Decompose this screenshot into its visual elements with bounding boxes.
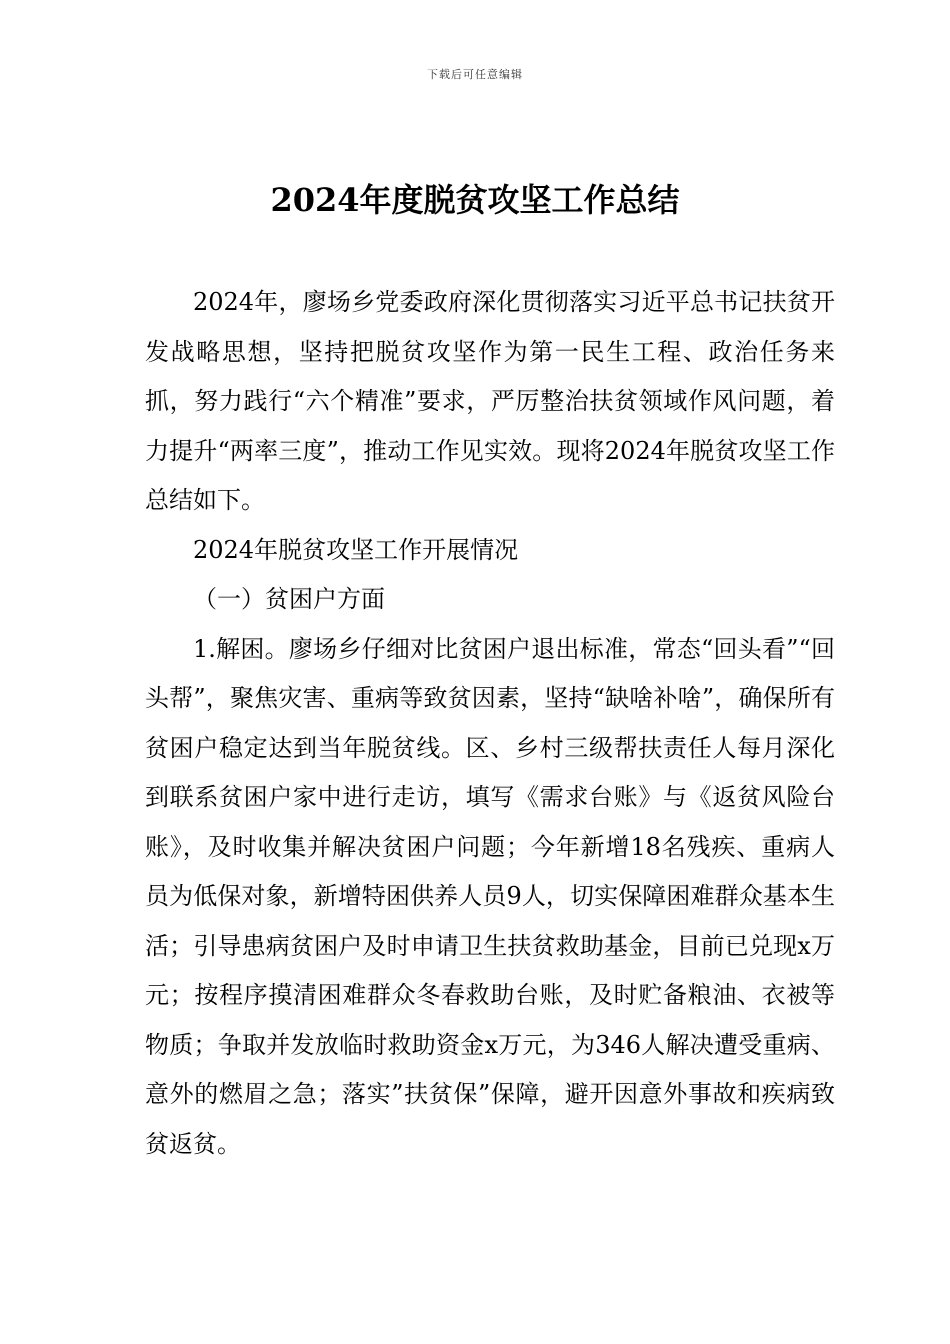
paragraph-intro: 2024年，廖场乡党委政府深化贯彻落实习近平总书记扶贫开发战略思想，坚持把脱贫攻坚作为第一民生工程、政治任务来抓，努力践行“六个精准”要求，严厉整治扶贫领域作风问题，着力提升“两率三度”，推动工作见实效。现将2024年脱贫攻坚工作总结如下。 <box>145 288 835 514</box>
paragraph-item-1: 1.解困。廖场乡仔细对比贫困户退出标准，常态“回头看”“回头帮”，聚焦灾害、重病等致贫因素，坚持“缺啥补啥”，确保所有贫困户稳定达到当年脱贫线。区、乡村三级帮扶责任人每月深化到联系贫困户家中进行走访，填写《需求台账》与《返贫风险台账》，及时收集并解决贫困户问题；今年新增18名残疾、重病人员为低保对象，新增特困供养人员9人，切实保障困难群众基本生活；引导患病贫困户及时申请卫生扶贫救助基金，目前已兑现x万元；按程序摸清困难群众冬春救助台账，及时贮备粮油、衣被等物质；争取并发放临时救助资金x万元，为346人解决遭受重病、意外的燃眉之急；落实”扶贫保”保障，避开因意外事故和疾病致贫返贫。 <box>145 634 835 1158</box>
subsection-heading: （一）贫困户方面 <box>193 585 385 613</box>
document-title: 2024年度脱贫攻坚工作总结 <box>270 181 680 219</box>
section-heading: 2024年脱贫攻坚工作开展情况 <box>193 535 519 564</box>
header-note: 下载后可任意编辑 <box>427 68 523 81</box>
document-body <box>145 278 835 1169</box>
